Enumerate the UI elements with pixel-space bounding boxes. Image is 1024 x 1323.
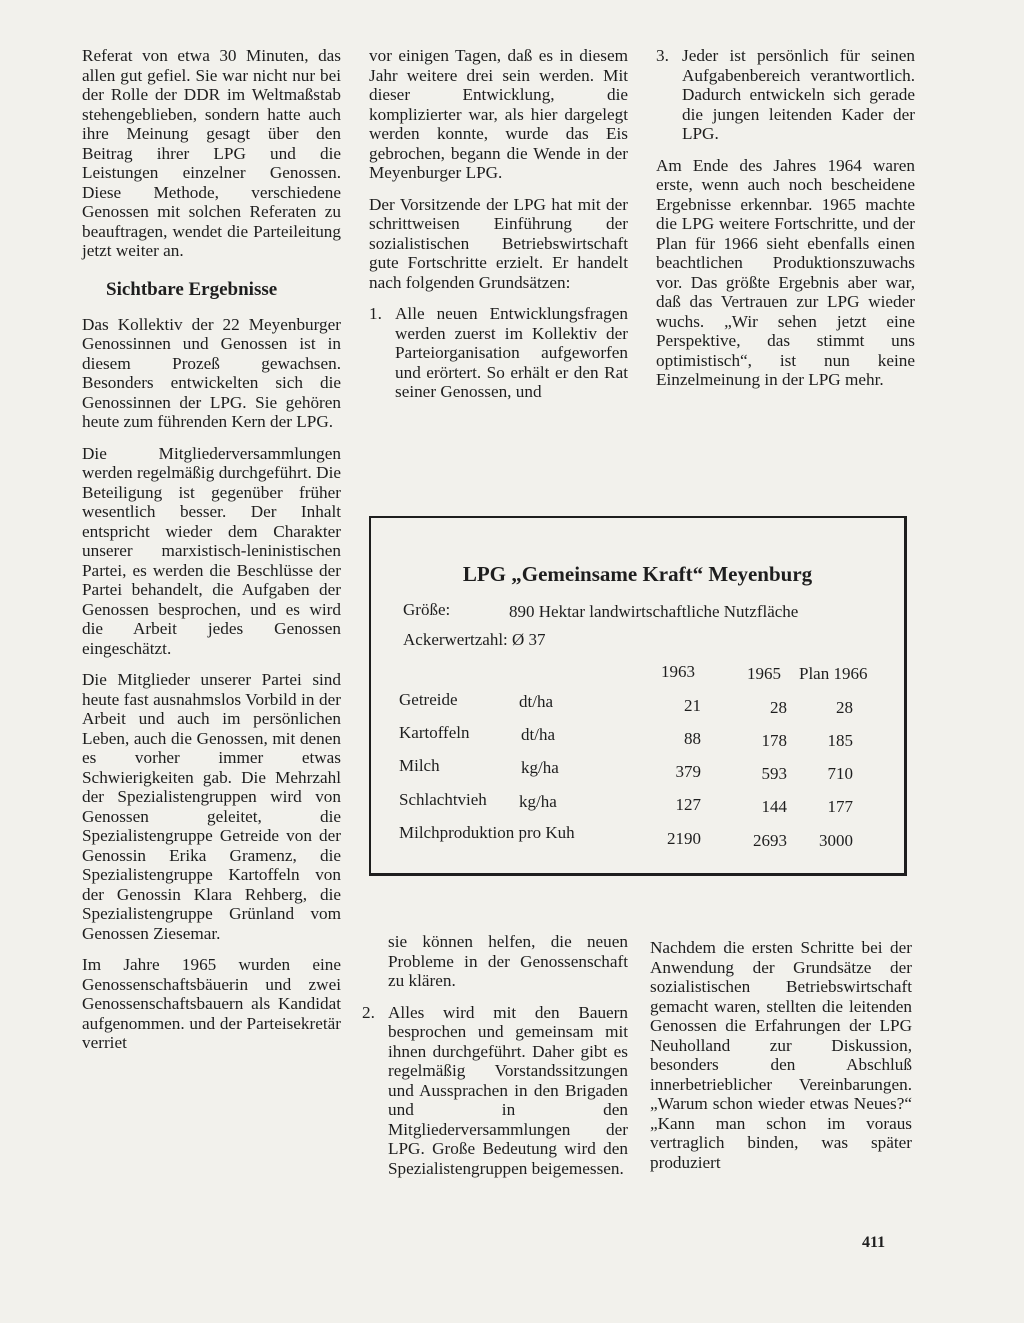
paragraph: Am Ende des Jahres 1964 waren erste, wenn auch noch bescheidene Ergebnisse erkennbar. 1965 machte die LPG weitere Fortschritte, und der Plan für 1966 sieht ebenfalls einen beachtlichen Produktionszuwachs vor. Das größte Ergebnis aber war, daß das Vertrauen zur LPG wieder wuchs. „Wir sehen jetzt eine Perspektive, das stimmt uns optimistisch“, ist nun keine Einzelmeinung in der LPG mehr. xyxy=(656,155,915,389)
paragraph: Die Mitglieder unserer Partei sind heute fast ausnahmslos Vorbild in der Arbeit und auch im persönlichen Leben, auch die Genossen, mit denen es vorher immer etwas Schwierigkeiten gab. Die Mehrzahl der Spezialistengruppen wird von Genossen geleitet, die Spezialistengruppe Getreide von der Genossin Erika Gramenz, die Spezialistengruppe Kartoffeln von der Genossin Klara Rehberg, die Spezialistengruppe Grünland vom Genossen Ziesemar. xyxy=(82,670,341,943)
column-middle-top xyxy=(369,46,628,402)
paragraph: sie können helfen, die neuen Probleme in der Genossenschaft zu klären. xyxy=(388,932,628,990)
cell-plan-1966: 185 xyxy=(827,731,853,750)
paragraph: Referat von etwa 30 Minuten, das allen gut gefiel. Sie war nicht nur bei der Rolle der DDR im Weltmaßstab stehengeblieben, sondern hatte auch ihre Meinung gesagt über den Beitrag ihrer LPG und die Leistungen einzelner Genossen. Diese Methode, verschiedene Genossen mit solchen Referaten zu beauftragen, wendet die Parteileitung jetzt weiter an. xyxy=(82,46,341,260)
row-label: Milch xyxy=(399,756,440,775)
list-item xyxy=(362,1003,628,1179)
list-number: 2. xyxy=(362,1002,375,1022)
paragraph: Das Kollektiv der 22 Meyenburger Genossinnen und Genossen ist in diesem Prozeß gewachsen. Besonders entwickelten sich die Genossinnen der LPG. Sie gehören heute zum führenden Kern der LPG. xyxy=(82,314,341,431)
cell-1963: 88 xyxy=(684,729,701,748)
box-title: LPG „Gemeinsame Kraft“ Meyenburg xyxy=(462,562,813,586)
list-text: Jeder ist persönlich für seinen Aufgabenbereich verantwortlich. Dadurch entwickeln sich gerade die jungen leitenden Kader der LPG. xyxy=(682,46,915,143)
list-item xyxy=(369,304,628,402)
cell-1963: 21 xyxy=(684,696,701,715)
cell-1963: 2190 xyxy=(667,829,701,848)
size-value: 890 Hektar landwirtschaftliche Nutzfläche xyxy=(509,602,799,621)
paragraph: Die Mitgliederversammlungen werden regelmäßig durchgeführt. Die Beteiligung ist gegenüber früher wesentlich besser. Der Inhalt entspricht wieder dem Charakter unserer marxistisch-leninistischen Partei, es werden die Beschlüsse der Partei behandelt, die Aufgaben der Genossen besprochen, und es wird die Arbeit jedes Genossen eingeschätzt. xyxy=(82,443,341,658)
row-unit: dt/ha xyxy=(519,692,553,711)
page-number: 411 xyxy=(862,1234,886,1251)
column-right-bottom xyxy=(650,938,912,1172)
paragraph: Der Vorsitzende der LPG hat mit der schrittweisen Einführung der sozialistischen Betriebswirtschaft gute Fortschritte erzielt. Er handelt nach folgenden Grundsätzen: xyxy=(369,194,628,292)
cell-1965: 2693 xyxy=(753,831,787,850)
ackerwertzahl: Ackerwertzahl: Ø 37 xyxy=(403,630,546,649)
statistics-box xyxy=(369,516,907,876)
column-right-top xyxy=(656,46,915,390)
column-middle-bottom xyxy=(362,932,628,1178)
cell-1965: 178 xyxy=(761,731,787,750)
header-1965: 1965 xyxy=(747,664,781,683)
paragraph: Nachdem die ersten Schritte bei der Anwendung der Grundsätze der sozialistischen Betriebswirtschaft gemacht waren, stellten die leitenden Genossen die Erfahrungen der LPG Neuholland zur Diskussion, besonders den Abschluß innerbetrieblicher Vereinbarungen. „Warum schon wieder etwas Neues?“ „Kann man schon im voraus vertraglich binden, was später produziert xyxy=(650,938,912,1172)
header-plan-1966: Plan 1966 xyxy=(799,664,868,683)
size-label: Größe: xyxy=(403,600,451,619)
row-label: Schlachtvieh xyxy=(399,790,487,809)
cell-1965: 28 xyxy=(770,698,787,717)
list-number: 1. xyxy=(369,304,382,323)
cell-plan-1966: 177 xyxy=(827,797,853,816)
row-unit: dt/ha xyxy=(521,725,555,744)
column-left xyxy=(82,46,341,1053)
paragraph: vor einigen Tagen, daß es in diesem Jahr weitere drei sein werden. Mit dieser Entwicklung, die komplizierter war, als hier dargelegt werden konnte, wurde das Eis gebrochen, begann die Wende in der Meyenburger LPG. xyxy=(369,46,628,182)
row-unit: kg/ha xyxy=(519,792,557,811)
cell-1965: 593 xyxy=(761,764,787,783)
row-label: Milchproduktion pro Kuh xyxy=(399,823,575,842)
cell-1963: 127 xyxy=(675,795,701,814)
cell-plan-1966: 28 xyxy=(836,698,853,717)
header-1963: 1963 xyxy=(661,662,695,681)
row-unit: kg/ha xyxy=(521,758,559,777)
paragraph: Im Jahre 1965 wurden eine Genossenschaftsbäuerin und zwei Genossenschaftsbauern als Kandidat aufgenommen. und der Parteisekretär verriet xyxy=(82,955,341,1052)
cell-1963: 379 xyxy=(675,762,701,781)
cell-1965: 144 xyxy=(761,797,787,816)
cell-plan-1966: 3000 xyxy=(819,831,853,850)
list-text: Alles wird mit den Bauern besprochen und gemeinsam mit ihnen durchgeführt. Daher gibt es regelmäßig Vorstandssitzungen und Aussprachen in den Brigaden und in den Mitgliederversammlungen der LPG. Große Bedeutung wird den Spezialistengruppen beigemessen. xyxy=(388,1002,628,1178)
cell-plan-1966: 710 xyxy=(827,764,853,783)
list-number: 3. xyxy=(656,46,669,65)
row-label: Getreide xyxy=(399,690,458,709)
list-item xyxy=(656,46,915,144)
section-heading: Sichtbare Ergebnisse xyxy=(106,278,278,300)
list-text: Alle neuen Entwicklungsfragen werden zuerst im Kollektiv der Parteiorganisation aufgeworfen und erörtert. So erhält er den Rat seiner Genossen, und xyxy=(395,304,628,401)
row-label: Kartoffeln xyxy=(399,723,470,742)
